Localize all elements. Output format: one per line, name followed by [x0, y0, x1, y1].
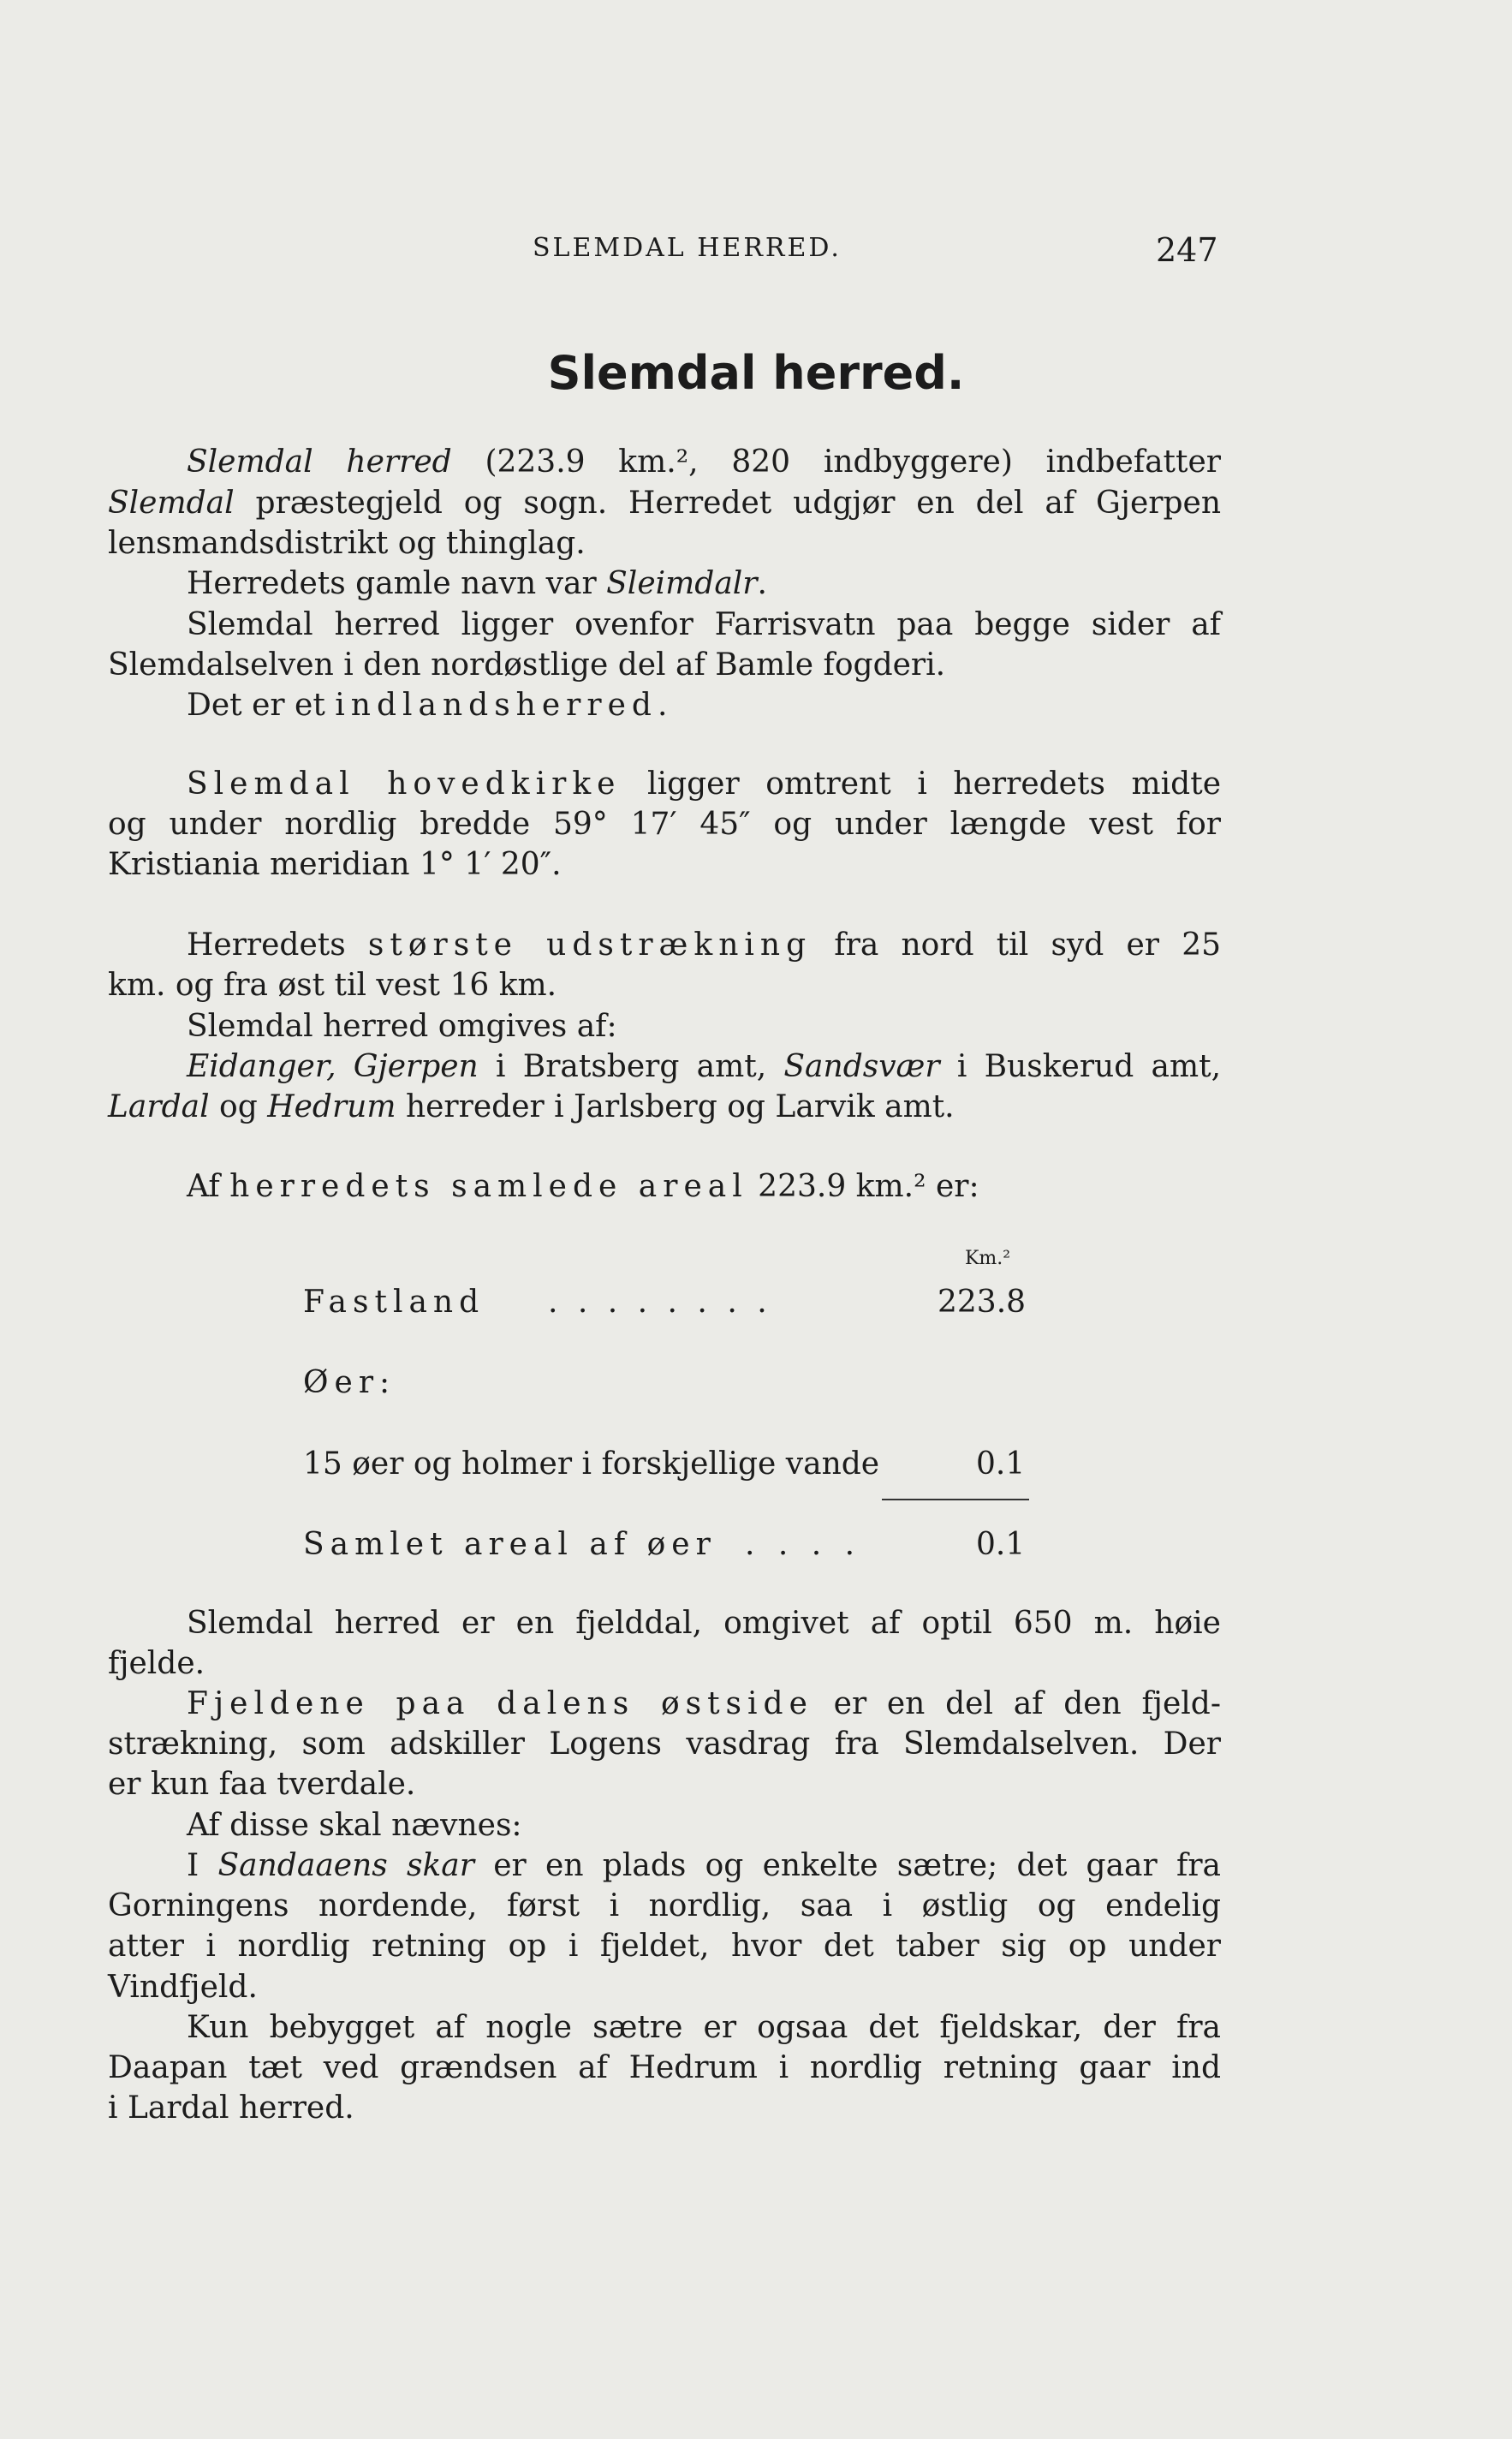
text-line: I Sandaaens skar er en plads og enkelte sætre; det gaar fra — [187, 1848, 1221, 1883]
text-line: Eidanger, Gjerpen i Bratsberg amt, Sandsvær i Buskerud amt, — [187, 1049, 1222, 1084]
text-line: Det er et indlandsherred. — [187, 688, 668, 723]
text-line: Af herredets samlede areal 223.9 km.² er: — [187, 1169, 979, 1204]
italic-term: Sleimdalr — [606, 566, 758, 601]
text-line: Fjeldene paa dalens østside er en del af den fjeld- — [187, 1686, 1221, 1721]
text-line: Slemdalselven i den nordøstlige del af Bamle fogderi. — [108, 647, 946, 683]
islands-row-value: 0.1 — [976, 1446, 1026, 1482]
unit-label: Km.² — [965, 1248, 1011, 1269]
text-line: Slemdal herred er en fjelddal, omgivet af optil 650 m. høie — [187, 1606, 1221, 1641]
text-line: Kristiania meridian 1° 1′ 20″. — [108, 847, 562, 882]
spaced-term: Slemdal hovedkirke — [187, 766, 622, 802]
text-line: Daapan tæt ved grændsen af Hedrum i nordlig retning gaar ind — [108, 2050, 1221, 2085]
running-head: SLEMDAL HERRED. — [533, 233, 842, 263]
text-line: Slemdal præstegjeld og sogn. Herredet udgjør en del af Gjerpen — [108, 486, 1221, 521]
text-line: Herredets gamle navn var Sleimdalr. — [187, 566, 767, 601]
fastland-value: 223.8 — [938, 1285, 1027, 1320]
italic-term: Sandaaens skar — [217, 1848, 474, 1883]
chapter-title: Slemdal herred. — [547, 346, 965, 400]
text-line: Slemdal hovedkirke ligger omtrent i herredets midte — [187, 766, 1221, 802]
total-label: Samlet areal af øer — [303, 1527, 717, 1562]
oer-label: Øer: — [303, 1365, 396, 1400]
italic-term: Slemdal — [108, 486, 235, 521]
italic-term: Eidanger, Gjerpen — [187, 1049, 479, 1084]
text-line: Herredets største udstrækning fra nord til syd er 25 — [187, 927, 1221, 963]
text-line: Kun bebygget af nogle sætre er ogsaa det fjeldskar, der fra — [187, 2010, 1221, 2045]
text-line: Gorningens nordende, først i nordlig, saa i østlig og endelig — [108, 1888, 1221, 1923]
text-line: strækning, som adskiller Logens vasdrag fra Slemdalselven. Der — [108, 1726, 1221, 1762]
text-line: Vindfjeld. — [108, 1970, 258, 2005]
text-line: Af disse skal nævnes: — [187, 1808, 522, 1843]
italic-term: Hedrum — [267, 1089, 396, 1124]
text-line: Slemdal herred (223.9 km.², 820 indbyggere) indbefatter — [187, 444, 1221, 480]
spaced-term: indlandsherred — [335, 688, 658, 723]
spaced-term: Fjeldene paa dalens østside — [187, 1686, 813, 1721]
leader-dots: . . . . — [745, 1527, 862, 1562]
sum-rule — [882, 1499, 1029, 1500]
italic-term: Lardal — [108, 1089, 210, 1124]
text-line: i Lardal herred. — [108, 2090, 354, 2126]
text-line: lensmandsdistrikt og thinglag. — [108, 526, 586, 561]
italic-term: Sandsvær — [783, 1049, 940, 1084]
spaced-term: største udstrækning — [367, 927, 813, 963]
total-value: 0.1 — [976, 1527, 1026, 1562]
fastland-label: Fastland — [303, 1285, 485, 1320]
text-line: Slemdal herred omgives af: — [187, 1009, 617, 1044]
islands-row-label: 15 øer og holmer i forskjellige vande — [303, 1446, 880, 1482]
text-line: fjelde. — [108, 1646, 205, 1681]
text-line: Lardal og Hedrum herreder i Jarlsberg og Larvik amt. — [108, 1089, 955, 1124]
text-line: km. og fra øst til vest 16 km. — [108, 968, 557, 1003]
spaced-term: herredets samlede areal — [229, 1169, 748, 1204]
text-line: er kun faa tverdale. — [108, 1767, 416, 1802]
leader-dots: . . . . . . . . — [548, 1285, 772, 1320]
italic-term: Slemdal herred — [187, 444, 452, 480]
page-number: 247 — [1156, 231, 1218, 269]
text-line: atter i nordlig retning op i fjeldet, hvor det taber sig op under — [108, 1929, 1221, 1964]
text-line: Slemdal herred ligger ovenfor Farrisvatn paa begge sider af — [187, 607, 1221, 642]
text-line: og under nordlig bredde 59° 17′ 45″ og under længde vest for — [108, 807, 1221, 842]
